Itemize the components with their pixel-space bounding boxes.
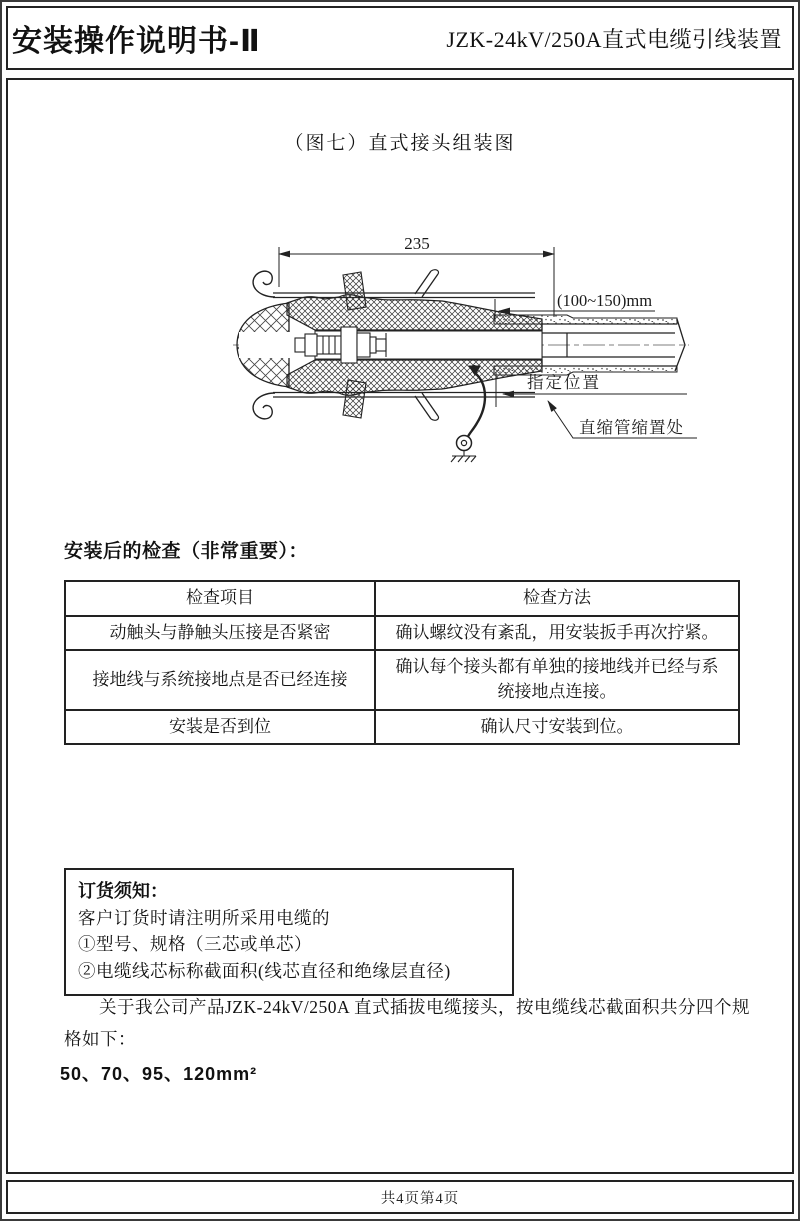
product-title: JZK-24kV/250A直式电缆引线装置	[446, 26, 782, 52]
inspection-method-cell: 确认螺纹没有紊乱，用安装扳手再次拧紧。	[375, 616, 739, 651]
inspection-method-cell: 确认尺寸安装到位。	[375, 710, 739, 745]
connector-internals	[295, 327, 542, 363]
dim-235-label: 235	[404, 234, 430, 253]
order-notice-line: 客户订货时请注明所采用电缆的	[78, 908, 330, 928]
page-number: 共4页第4页	[380, 1190, 460, 1207]
inspection-heading: 安装后的检查（非常重要）：	[64, 541, 309, 562]
order-notice-line: ①型号、规格（三芯或单芯）	[78, 934, 312, 955]
shrink-tube-label: 直缩管缩置处	[579, 418, 684, 437]
inspection-method-cell: 确认每个接头都有单独的接地线并已经与系统接地点连接。	[375, 650, 739, 709]
inspection-item-cell: 动触头与静触头压接是否紧密	[65, 616, 375, 651]
dim-range-label: (100~150)mm	[557, 291, 653, 310]
ground-symbol	[451, 451, 476, 463]
order-notice-line: ②电缆线芯标称截面积(线芯直径和绝缘层直径)	[78, 960, 451, 981]
insulation-body-lower	[287, 360, 542, 395]
table-header-item: 检查项目	[65, 581, 375, 616]
table-row	[65, 710, 739, 745]
order-notice-title: 订货须知：	[78, 881, 168, 901]
table-header-method: 检查方法	[375, 581, 739, 616]
table-header-row	[65, 581, 739, 616]
footer-box	[6, 1180, 794, 1214]
order-notice-box	[64, 868, 514, 996]
header-box	[6, 6, 794, 70]
figure-caption: （图七）直式接头组装图	[284, 133, 516, 154]
designated-position-label: 指定位置	[527, 373, 601, 392]
manual-title: 安装操作说明书-Ⅱ	[12, 25, 261, 58]
table-row	[65, 616, 739, 651]
insulation-body-upper	[287, 295, 542, 330]
inspection-item-cell: 安装是否到位	[65, 710, 375, 745]
main-content-box	[6, 78, 794, 1174]
spec-sizes: 50、70、95、120mm²	[60, 1064, 258, 1084]
inspection-table	[64, 580, 740, 745]
assembly-drawing-wrap	[227, 227, 697, 507]
inspection-item-cell: 接地线与系统接地点是否已经连接	[65, 650, 375, 709]
assembly-drawing	[227, 227, 697, 507]
table-row	[65, 650, 739, 709]
product-note-paragraph: 关于我公司产品JZK-24kV/250A 直式插拔电缆接头，按电缆线芯截面积共分四个规格如下：	[64, 997, 751, 1049]
